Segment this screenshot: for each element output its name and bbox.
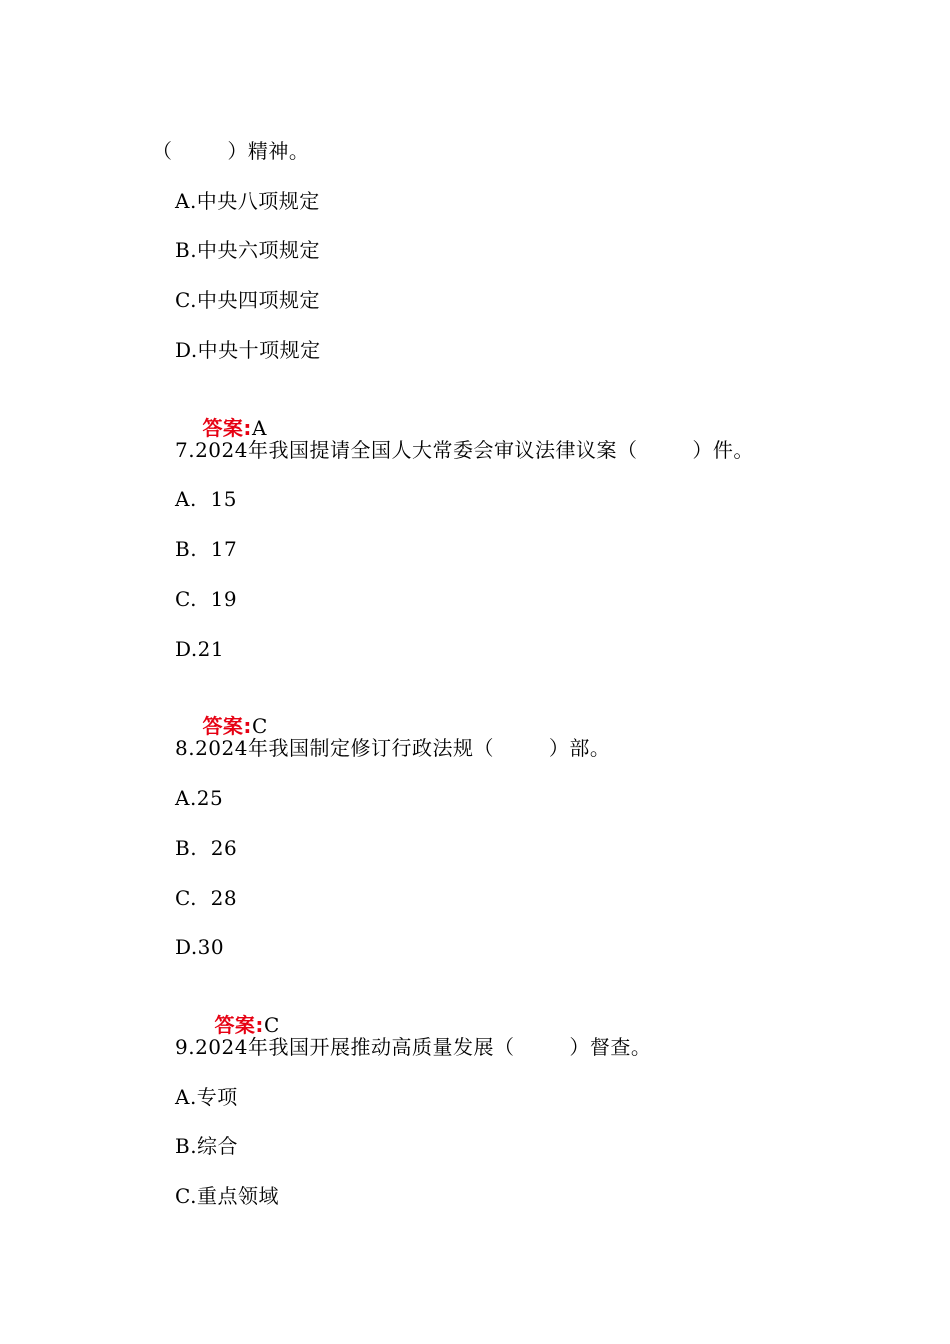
option-a: A.中央八项规定 [175,189,320,213]
question-7-stem: 7.2024年我国提请全国人大常委会审议法律议案（ ）件。 [175,438,754,462]
answer-value: C [251,714,268,738]
option-b: B. 17 [175,537,238,561]
option-c: C.中央四项规定 [175,288,320,312]
option-a: A.25 [175,786,224,810]
option-c: C. 19 [175,587,238,611]
answer-label: 答案: [214,1013,264,1037]
option-b: B.综合 [175,1134,239,1158]
option-d: D.21 [175,637,225,661]
option-a: A.专项 [175,1085,238,1109]
option-b: B.中央六项规定 [175,238,321,262]
option-c: C.重点领域 [175,1184,279,1208]
answer-label: 答案: [202,416,252,440]
answer-label: 答案: [202,714,252,738]
question-8-stem: 8.2024年我国制定修订行政法规（ ）部。 [175,736,611,760]
option-a: A. 15 [175,487,237,511]
option-c: C. 28 [175,886,238,910]
answer-value: C [263,1013,280,1037]
question-6-stem-continuation: （ ）精神。 [152,139,310,163]
option-d: D.中央十项规定 [175,338,321,362]
option-d: D.30 [175,935,225,959]
option-b: B. 26 [175,836,238,860]
question-9-stem: 9.2024年我国开展推动高质量发展（ ）督查。 [175,1035,652,1059]
answer-value: A [251,416,267,440]
